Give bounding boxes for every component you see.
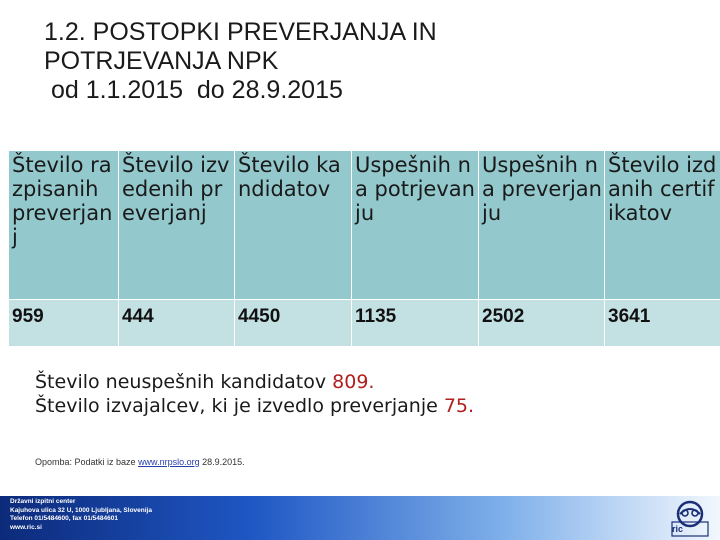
header-cell: Število razpisanih preverjanj xyxy=(9,151,119,300)
value-cell: 3641 xyxy=(605,300,720,347)
header-cell: Število izvedenih preverjanj xyxy=(119,151,235,300)
header-cell: Uspešnih na potrjevanju xyxy=(352,151,479,300)
failed-candidates-value: 809. xyxy=(332,371,375,393)
value-cell: 4450 xyxy=(235,300,352,347)
organization-address: Državni izpitni center Kajuhova ulica 32 U, 1000 Ljubljana, Slovenija Telefon 01/5484600, fax 01/5484601 www.ric.si xyxy=(10,498,152,531)
summary-notes xyxy=(35,370,474,418)
value-cell: 2502 xyxy=(479,300,605,347)
ric-logo-icon xyxy=(652,498,716,538)
table-row xyxy=(9,300,720,347)
providers-line xyxy=(35,394,474,418)
footnote-prefix: Opomba: Podatki iz baze xyxy=(35,457,139,467)
failed-candidates-label: Število neuspešnih kandidatov xyxy=(35,371,333,393)
value-cell: 959 xyxy=(9,300,119,347)
providers-value: 75. xyxy=(443,395,475,417)
header-cell: Število izdanih certifikatov xyxy=(605,151,720,300)
value-cell: 444 xyxy=(119,300,235,347)
failed-candidates-line xyxy=(35,370,474,394)
table-header-row xyxy=(9,151,720,300)
value-cell: 1135 xyxy=(352,300,479,347)
ric-logo-text: ric xyxy=(672,524,684,534)
footnote-suffix: 28.9.2015. xyxy=(199,457,245,467)
footer-bar xyxy=(0,496,720,540)
slide-title: 1.2. POSTOPKI PREVERJANJA IN POTRJEVANJA NPK od 1.1.2015 do 28.9.2015 xyxy=(44,18,437,104)
source-link[interactable]: www.nrpslo.org xyxy=(138,457,200,467)
statistics-table xyxy=(8,150,720,347)
providers-label: Število izvajalcev, ki je izvedlo preverjanje xyxy=(35,395,444,417)
header-cell: Uspešnih na preverjanju xyxy=(479,151,605,300)
header-cell: Število kandidatov xyxy=(235,151,352,300)
source-footnote xyxy=(35,457,245,467)
